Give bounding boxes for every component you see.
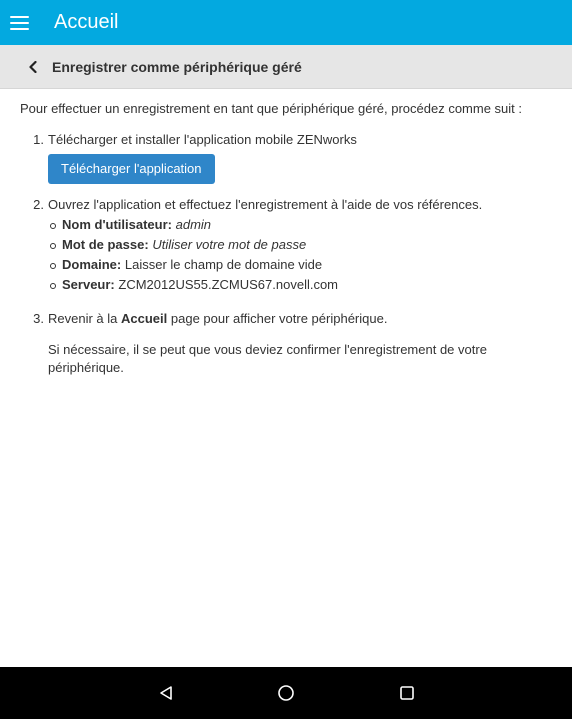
list-item — [48, 216, 556, 234]
menu-icon[interactable] — [10, 16, 29, 30]
list-item — [48, 236, 556, 254]
server-label: Serveur: — [62, 277, 115, 292]
username-value: admin — [175, 217, 212, 232]
back-chevron-icon[interactable] — [26, 60, 40, 74]
download-app-button[interactable]: Télécharger l'application — [48, 154, 215, 184]
system-nav-bar — [0, 667, 572, 719]
domain-value: Laisser le champ de domaine vide — [124, 257, 323, 272]
username-label: Nom d'utilisateur: — [62, 217, 172, 232]
password-value: Utiliser votre mot de passe — [152, 237, 307, 252]
step-2-text: Ouvrez l'application et effectuez l'enregistrement à l'aide de vos références. — [48, 197, 483, 212]
step-1 — [20, 131, 556, 184]
list-item — [48, 276, 556, 294]
home-circle-icon[interactable] — [276, 683, 296, 703]
step-number: 1. — [33, 132, 44, 147]
list-item — [48, 256, 556, 274]
app-title: Accueil — [54, 11, 119, 33]
page-title: Enregistrer comme périphérique géré — [52, 58, 302, 75]
app-bar — [0, 0, 572, 45]
page-header — [0, 45, 572, 89]
recents-square-icon[interactable] — [397, 683, 417, 703]
step-3-text — [48, 310, 556, 328]
intro-text: Pour effectuer un enregistrement en tant que périphérique géré, procédez comme suit : — [20, 101, 522, 116]
domain-label: Domaine: — [62, 257, 122, 272]
server-value: ZCM2012US55.ZCMUS67.novell.com — [118, 277, 339, 292]
step-1-text: Télécharger et installer l'application mobile ZENworks — [48, 132, 357, 147]
step-3-before: Revenir à la — [48, 311, 118, 326]
step-number: 3. — [33, 311, 44, 326]
step-3-after: page pour afficher votre périphérique. — [170, 311, 388, 326]
instructions — [20, 100, 556, 377]
password-label: Mot de passe: — [62, 237, 149, 252]
step-2 — [20, 196, 556, 296]
step-number: 2. — [33, 197, 44, 212]
credentials-list — [48, 216, 556, 294]
home-page-link-text: Accueil — [121, 311, 168, 326]
confirmation-note: Si nécessaire, il se peut que vous deviez confirmer l'enregistrement de votre périphérique. — [48, 342, 487, 375]
step-3 — [20, 310, 556, 328]
back-triangle-icon[interactable] — [156, 683, 176, 703]
